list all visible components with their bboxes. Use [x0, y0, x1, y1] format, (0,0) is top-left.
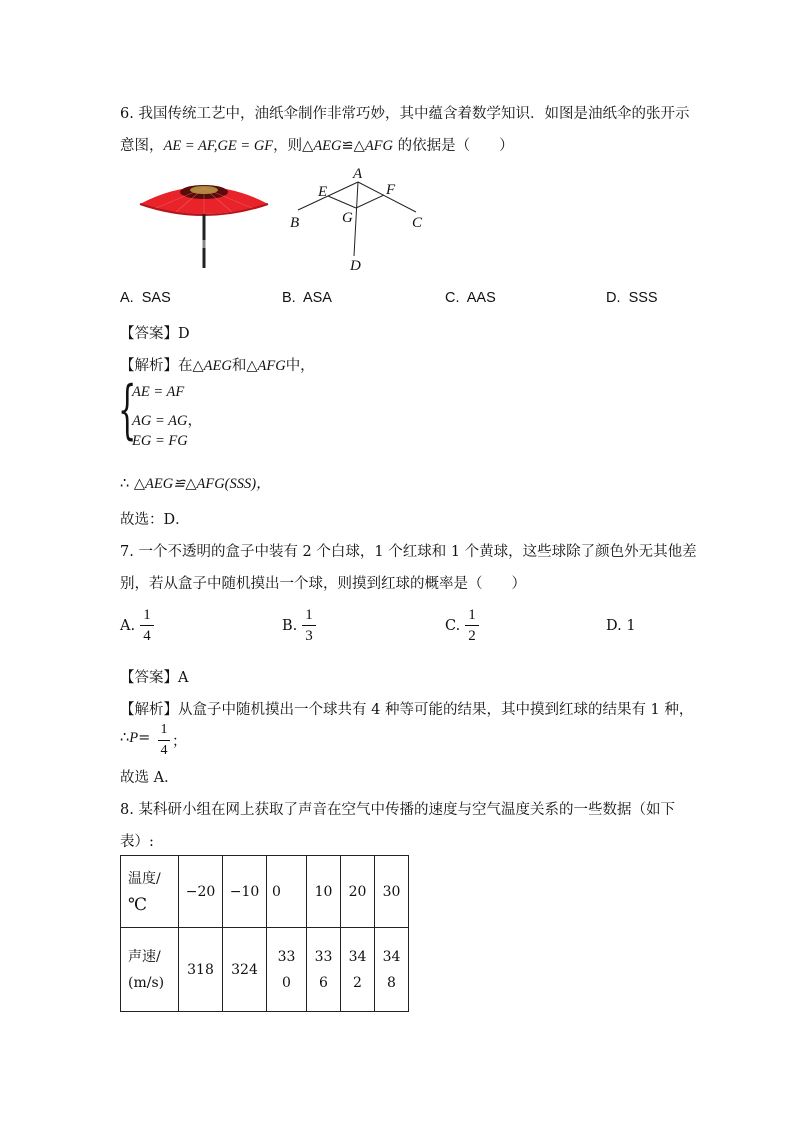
table-row-temperature [121, 856, 409, 928]
q7-option-b[interactable]: B. [282, 618, 298, 634]
segment-AD [354, 182, 358, 256]
q7-stem-line2: 别，若从盒子中随机摸出一个球，则摸到红球的概率是（ ） [120, 576, 526, 592]
table-cell: −10 [223, 856, 267, 928]
segment-EG [328, 196, 356, 208]
label-A: A [353, 166, 363, 182]
system-eq-1: AE = AF [132, 384, 185, 400]
q6-stem-line2: 意图，AE = AF,GE = GF，则△AEG≌△AFG 的依据是（ ） [120, 138, 514, 154]
q8-stem-line1: 8. 某科研小组在网上获取了声音在空气中传播的速度与空气温度关系的一些数据（如下 [120, 802, 675, 818]
table-cell: 324 [223, 928, 267, 1012]
q7-analysis: 【解析】从盒子中随机摸出一个球共有 4 种等可能的结果，其中摸到红球的结果有 1 种， [120, 702, 694, 718]
table-cell: 34 2 [341, 928, 375, 1012]
q6-answer: 【答案】D [120, 326, 190, 342]
umbrella-illustration [136, 178, 272, 270]
table-cell: 0 [267, 856, 307, 928]
table-cell: 10 [307, 856, 341, 928]
q7-probability: ∴P= [120, 730, 151, 746]
q7-option-b-fraction: 1 3 [302, 607, 316, 644]
label-C: C [412, 215, 423, 231]
q7-answer: 【答案】A [120, 670, 189, 686]
q7-option-a[interactable]: A. [120, 618, 136, 634]
table-cell: 33 0 [267, 928, 307, 1012]
table-row-speed [121, 928, 409, 1012]
q7-option-c[interactable]: C. [445, 618, 461, 634]
table-cell: 20 [341, 856, 375, 928]
q7-probability-fraction: 1 4 [158, 722, 170, 759]
label-G: G [342, 210, 353, 226]
q7-option-c-fraction: 1 2 [465, 607, 479, 644]
label-D: D [350, 258, 361, 274]
table-header-temperature: 温度/ ℃ [121, 856, 179, 928]
q6-stem-line1: 6. 我国传统工艺中，油纸伞制作非常巧妙，其中蕴含着数学知识．如图是油纸伞的张开示 [120, 106, 690, 122]
system-brace: { [118, 373, 137, 447]
q6-math-condition: AE = AF,GE = GF [163, 138, 274, 154]
system-eq-2: AG = AG， [132, 413, 202, 429]
q6-choose: 故选：D． [120, 512, 190, 528]
segment-FG [356, 195, 384, 208]
system-eq-3: EG = FG [132, 433, 188, 449]
q8-stem-line2: 表）: [120, 834, 154, 850]
table-cell: −20 [179, 856, 223, 928]
table-cell: 30 [375, 856, 409, 928]
q6-analysis: 【解析】在△AEG和△AFG中， [120, 358, 315, 374]
q6-option-c[interactable]: C. AAS [445, 290, 496, 306]
q7-option-a-fraction: 1 4 [140, 607, 154, 644]
table-cell: 318 [179, 928, 223, 1012]
q7-stem-line1: 7. 一个不透明的盒子中装有 2 个白球，1 个红球和 1 个黄球，这些球除了颜色外无其他差 [120, 544, 697, 560]
speed-temperature-table [120, 855, 409, 1012]
q6-option-a[interactable]: A. SAS [120, 290, 171, 306]
q6-conclusion: ∴ △AEG≌△AFG(SSS)， [120, 476, 271, 492]
label-B: B [290, 215, 300, 231]
q6-option-d[interactable]: D. SSS [606, 290, 658, 306]
table-cell: 34 8 [375, 928, 409, 1012]
q7-choose: 故选 A． [120, 770, 179, 786]
table-cell: 33 6 [307, 928, 341, 1012]
q7-option-d[interactable]: D. 1 [606, 618, 636, 634]
q6-option-b[interactable]: B. ASA [282, 290, 332, 306]
table-header-speed: 声速/ (m/s) [121, 928, 179, 1012]
geometry-diagram [280, 164, 440, 276]
label-E: E [318, 184, 328, 200]
label-F: F [386, 182, 396, 198]
